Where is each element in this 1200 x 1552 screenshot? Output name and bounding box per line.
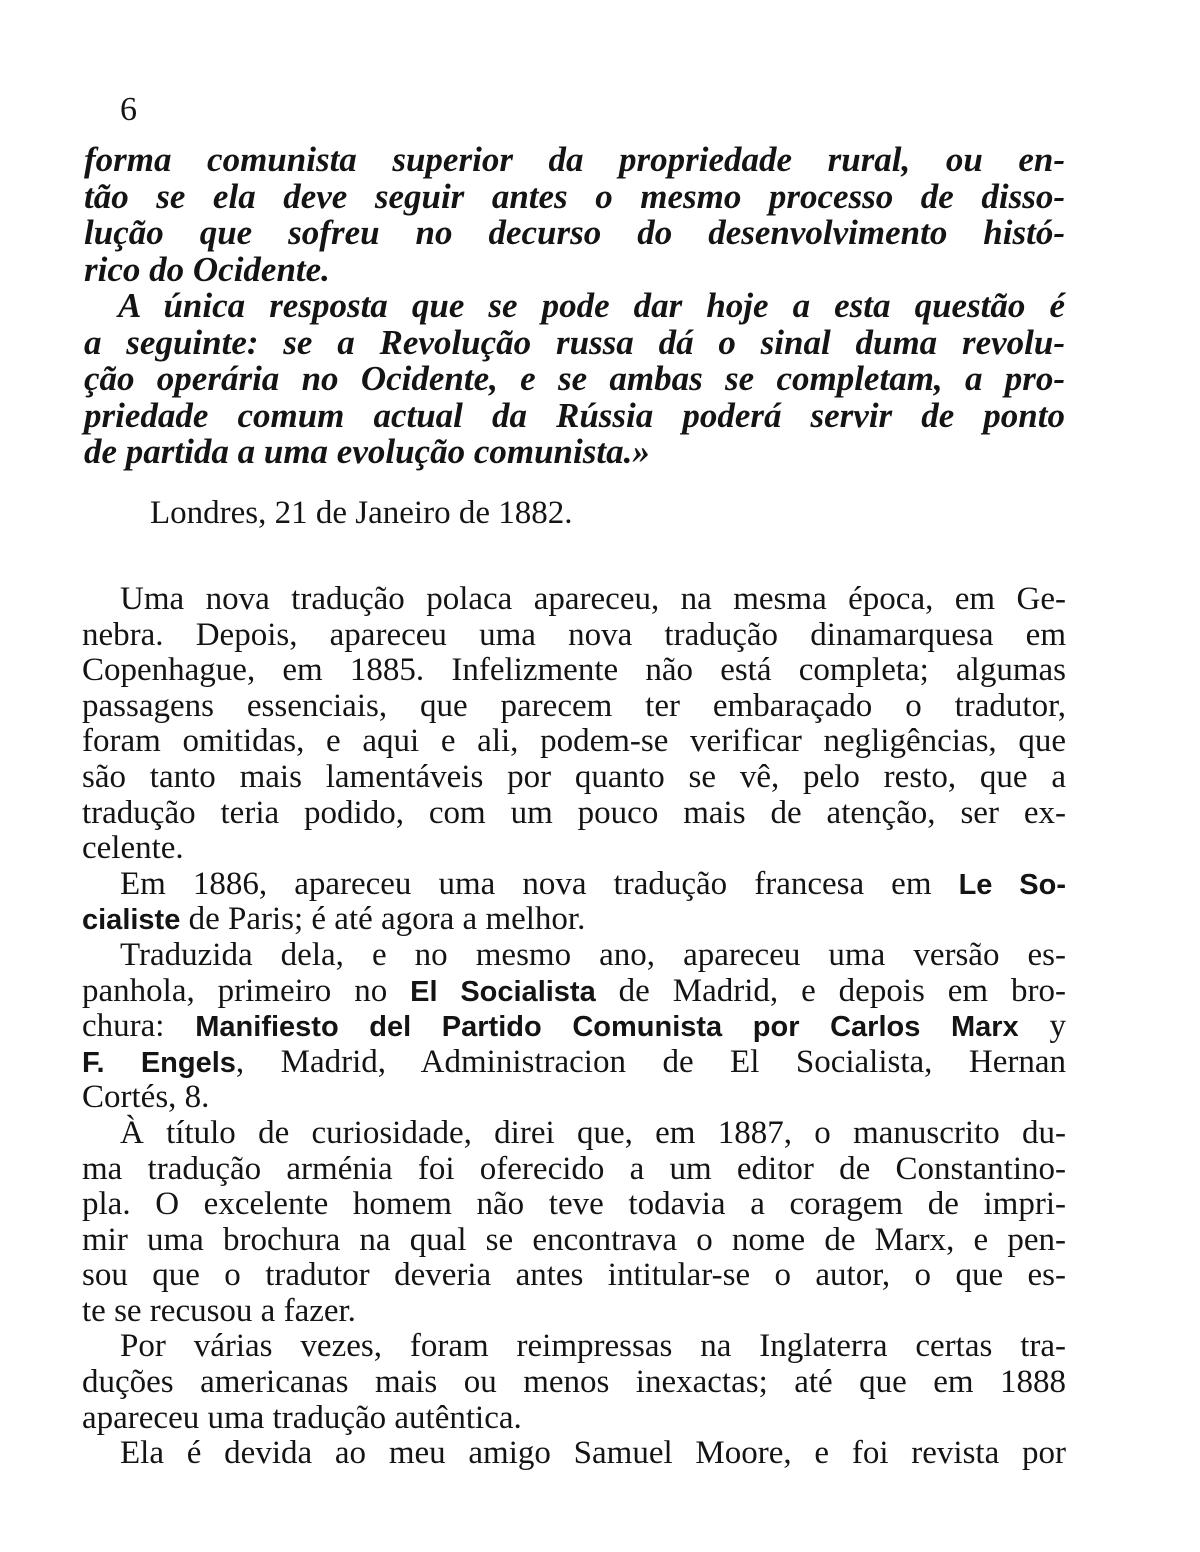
- text-line: celente.: [82, 830, 184, 867]
- page-number: 6: [120, 91, 137, 128]
- quote-paragraph: [84, 288, 1065, 471]
- text-line: forma comunista superior da propriedade rural, ou en-: [84, 140, 1065, 179]
- text-line: Ela é devida ao meu amigo Samuel Moore, e foi revista por: [120, 1435, 1066, 1472]
- text-segment: y: [1018, 1008, 1066, 1045]
- dateline: Londres, 21 de Janeiro de 1882.: [150, 495, 573, 531]
- text-segment: de Madrid, e depois em bro-: [595, 972, 1066, 1009]
- text-segment: chura:: [82, 1008, 196, 1045]
- text-line: ma tradução arménia foi oferecido a um editor de Constantino-: [82, 1150, 1066, 1187]
- text-line: A única resposta que se pode dar hoje a esta questão é: [118, 286, 1065, 325]
- author-name: F. Engels: [82, 1046, 236, 1079]
- text-line: Cortés, 8.: [82, 1079, 210, 1116]
- text-line: [82, 974, 1066, 1010]
- body-paragraph: [82, 938, 1066, 1116]
- text-line: mir uma brochura na qual se encontrava o nome de Marx, e pen-: [82, 1221, 1066, 1258]
- text-line: tradução teria podido, com um pouco mais de atenção, ser ex-: [82, 794, 1066, 831]
- text-line: pla. O excelente homem não teve todavia a coragem de impri-: [82, 1186, 1066, 1223]
- body-paragraph: [82, 1329, 1066, 1436]
- body-paragraph: [82, 867, 1066, 938]
- text-line: [82, 1045, 1066, 1081]
- text-line: lução que sofreu no decurso do desenvolvimento histó-: [84, 213, 1065, 252]
- publication-title: Manifiesto del Partido Comunista por Carlos Marx: [195, 1011, 1019, 1044]
- text-line: nebra. Depois, apareceu uma nova tradução dinamarquesa em: [82, 616, 1066, 653]
- body-paragraph: [82, 1436, 1066, 1472]
- text-line: a seguinte: se a Revolução russa dá o sinal duma revolu-: [84, 322, 1065, 362]
- text-line: sou que o tradutor deveria antes intitular-se o autor, o que es-: [82, 1257, 1066, 1294]
- text-segment: , Madrid, Administracion de El Socialista, Hernan: [235, 1043, 1066, 1080]
- text-line: passagens essenciais, que parecem ter embaraçado o tradutor,: [82, 687, 1066, 724]
- quote-paragraph: [84, 142, 1065, 288]
- text-segment: Em 1886, apareceu uma nova tradução francesa em: [120, 865, 959, 902]
- publication-title: Le So-: [958, 868, 1066, 901]
- text-line: de partida a uma evolução comunista.»: [84, 432, 650, 471]
- text-line: Uma nova tradução polaca apareceu, na mesma época, em Ge-: [120, 581, 1066, 617]
- text-segment: panhola, primeiro no: [82, 972, 411, 1009]
- text-line: te se recusou a fazer.: [82, 1292, 356, 1329]
- text-line: apareceu uma tradução autêntica.: [82, 1399, 522, 1436]
- text-line: [82, 867, 1066, 903]
- text-line: À título de curiosidade, direi que, em 1887, o manuscrito du-: [120, 1114, 1066, 1151]
- publication-title: cialiste: [82, 904, 181, 937]
- text-line: são tanto mais lamentáveis por quanto se vê, pelo resto, que a: [82, 758, 1066, 795]
- text-line: priedade comum actual da Rússia poderá servir de ponto: [84, 395, 1065, 435]
- text-segment: de Paris; é até agora a melhor.: [180, 901, 586, 938]
- body-text: [82, 582, 1066, 1472]
- quote-block: [84, 142, 1065, 471]
- text-line: duções americanas mais ou menos inexactas; até que em 1888: [82, 1364, 1066, 1401]
- text-line: Traduzida dela, e no mesmo ano, apareceu uma versão es-: [120, 936, 1066, 973]
- text-line: rico do Ocidente.: [84, 249, 330, 289]
- text-line: [82, 902, 1066, 938]
- body-paragraph: [82, 1116, 1066, 1330]
- text-line: ção operária no Ocidente, e se ambas se completam, a pro-: [84, 359, 1065, 398]
- publication-title: El Socialista: [410, 975, 596, 1008]
- body-paragraph: [82, 582, 1066, 867]
- text-line: Copenhague, em 1885. Infelizmente não está completa; algumas: [82, 652, 1066, 689]
- text-line: tão se ela deve seguir antes o mesmo processo de disso-: [84, 176, 1065, 216]
- text-line: foram omitidas, e aqui e ali, podem-se verificar negligências, que: [82, 723, 1066, 760]
- text-line: [82, 1009, 1066, 1045]
- text-line: Por várias vezes, foram reimpressas na Inglaterra certas tra-: [120, 1328, 1066, 1365]
